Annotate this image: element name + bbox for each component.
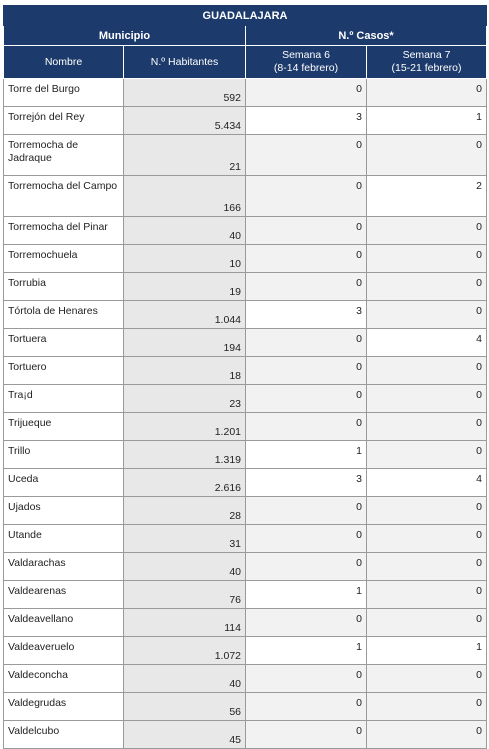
cell-habitantes: 21: [124, 135, 246, 176]
table-row: [4, 665, 487, 693]
cell-semana6: 0: [246, 693, 367, 721]
cell-semana7: 0: [367, 525, 487, 553]
cell-semana6: 0: [246, 609, 367, 637]
cell-semana7: 0: [367, 609, 487, 637]
cell-nombre: Torremocha de Jadraque: [4, 135, 124, 176]
table-row: [4, 721, 487, 749]
table-body: [4, 79, 487, 749]
group-header-row: [4, 26, 487, 46]
cell-semana6: 0: [246, 273, 367, 301]
cell-habitantes: 28: [124, 497, 246, 525]
cell-semana7: 0: [367, 135, 487, 176]
cell-nombre: Valdeaveruelo: [4, 637, 124, 665]
cell-semana6: 0: [246, 176, 367, 217]
cell-semana7: 0: [367, 217, 487, 245]
col-semana6-dates: (8-14 febrero): [273, 62, 339, 74]
table-row: [4, 441, 487, 469]
cell-semana6: 1: [246, 581, 367, 609]
cell-nombre: Utande: [4, 525, 124, 553]
cell-nombre: Uceda: [4, 469, 124, 497]
cell-nombre: Ujados: [4, 497, 124, 525]
cell-semana7: 0: [367, 553, 487, 581]
table-row: [4, 273, 487, 301]
province-header-row: [4, 6, 487, 26]
cell-semana7: 1: [367, 107, 487, 135]
cell-semana6: 0: [246, 721, 367, 749]
cell-semana7: 0: [367, 413, 487, 441]
table-row: [4, 469, 487, 497]
group-municipio-header: Municipio: [4, 26, 246, 46]
cell-nombre: Torrejón del Rey: [4, 107, 124, 135]
table-row: [4, 581, 487, 609]
cell-semana7: 0: [367, 665, 487, 693]
cell-habitantes: 19: [124, 273, 246, 301]
cell-semana6: 0: [246, 217, 367, 245]
cell-semana6: 0: [246, 553, 367, 581]
cell-semana7: 0: [367, 721, 487, 749]
col-habitantes-header: N.º Habitantes: [124, 46, 246, 79]
table-row: [4, 553, 487, 581]
col-semana7-header: [367, 46, 487, 79]
cases-table: [3, 5, 487, 749]
cell-semana6: 3: [246, 107, 367, 135]
column-header-row: [4, 46, 487, 79]
table-row: [4, 217, 487, 245]
cell-semana6: 0: [246, 497, 367, 525]
cell-semana7: 0: [367, 693, 487, 721]
table-row: [4, 357, 487, 385]
cell-habitantes: 1.201: [124, 413, 246, 441]
table-row: [4, 329, 487, 357]
cell-semana6: 0: [246, 357, 367, 385]
col-semana7-dates: (15-21 febrero): [391, 62, 462, 74]
cell-semana6: 0: [246, 245, 367, 273]
cell-semana7: 0: [367, 245, 487, 273]
cell-habitantes: 56: [124, 693, 246, 721]
cell-nombre: Tortuero: [4, 357, 124, 385]
cell-habitantes: 31: [124, 525, 246, 553]
cell-nombre: Valdearenas: [4, 581, 124, 609]
table-row: [4, 79, 487, 107]
table-row: [4, 693, 487, 721]
cell-habitantes: 166: [124, 176, 246, 217]
cell-semana6: 0: [246, 525, 367, 553]
table-row: [4, 245, 487, 273]
cases-table-container: [3, 5, 486, 749]
table-row: [4, 413, 487, 441]
cell-habitantes: 1.072: [124, 637, 246, 665]
cell-semana7: 4: [367, 329, 487, 357]
cell-semana6: 0: [246, 135, 367, 176]
table-row: [4, 609, 487, 637]
cell-semana6: 0: [246, 665, 367, 693]
cell-semana6: 0: [246, 385, 367, 413]
table-row: [4, 176, 487, 217]
cell-semana7: 0: [367, 79, 487, 107]
cell-semana6: 1: [246, 637, 367, 665]
cell-nombre: Torremochuela: [4, 245, 124, 273]
col-semana7-label: Semana 7: [402, 49, 451, 61]
cell-semana7: 0: [367, 273, 487, 301]
cell-habitantes: 10: [124, 245, 246, 273]
cell-semana7: 0: [367, 357, 487, 385]
cell-nombre: Torremocha del Pinar: [4, 217, 124, 245]
cell-nombre: Valdeavellano: [4, 609, 124, 637]
cell-semana6: 3: [246, 469, 367, 497]
cell-habitantes: 76: [124, 581, 246, 609]
cell-nombre: Valdeconcha: [4, 665, 124, 693]
cell-nombre: Tórtola de Henares: [4, 301, 124, 329]
col-semana6-label: Semana 6: [282, 49, 330, 61]
table-row: [4, 301, 487, 329]
col-semana6-header: [246, 46, 367, 79]
cell-semana7: 0: [367, 301, 487, 329]
cell-habitantes: 18: [124, 357, 246, 385]
cell-habitantes: 1.319: [124, 441, 246, 469]
table-row: [4, 525, 487, 553]
cell-semana7: 0: [367, 441, 487, 469]
cell-semana6: 0: [246, 329, 367, 357]
cell-nombre: Tortuera: [4, 329, 124, 357]
province-title: GUADALAJARA: [4, 6, 487, 26]
cell-habitantes: 40: [124, 553, 246, 581]
cell-nombre: Valdegrudas: [4, 693, 124, 721]
cell-semana6: 1: [246, 441, 367, 469]
cell-habitantes: 45: [124, 721, 246, 749]
cell-semana7: 0: [367, 385, 487, 413]
cell-nombre: Valdarachas: [4, 553, 124, 581]
cell-semana7: 2: [367, 176, 487, 217]
cell-nombre: Torrubia: [4, 273, 124, 301]
cell-semana7: 4: [367, 469, 487, 497]
cell-habitantes: 5.434: [124, 107, 246, 135]
cell-habitantes: 23: [124, 385, 246, 413]
cell-nombre: Valdelcubo: [4, 721, 124, 749]
cell-habitantes: 194: [124, 329, 246, 357]
cell-semana7: 0: [367, 497, 487, 525]
cell-habitantes: 40: [124, 665, 246, 693]
table-row: [4, 107, 487, 135]
cell-semana7: 1: [367, 637, 487, 665]
cell-nombre: Trillo: [4, 441, 124, 469]
group-casos-header: N.º Casos*: [246, 26, 487, 46]
cell-nombre: Torre del Burgo: [4, 79, 124, 107]
cell-nombre: Tra¡d: [4, 385, 124, 413]
cell-nombre: Torremocha del Campo: [4, 176, 124, 217]
cell-semana7: 0: [367, 581, 487, 609]
cell-habitantes: 1.044: [124, 301, 246, 329]
table-row: [4, 135, 487, 176]
cell-habitantes: 592: [124, 79, 246, 107]
table-row: [4, 497, 487, 525]
cell-semana6: 0: [246, 413, 367, 441]
col-nombre-header: Nombre: [4, 46, 124, 79]
table-row: [4, 385, 487, 413]
cell-semana6: 3: [246, 301, 367, 329]
cell-habitantes: 114: [124, 609, 246, 637]
cell-nombre: Trijueque: [4, 413, 124, 441]
table-row: [4, 637, 487, 665]
cell-semana6: 0: [246, 79, 367, 107]
cell-habitantes: 40: [124, 217, 246, 245]
cell-habitantes: 2.616: [124, 469, 246, 497]
